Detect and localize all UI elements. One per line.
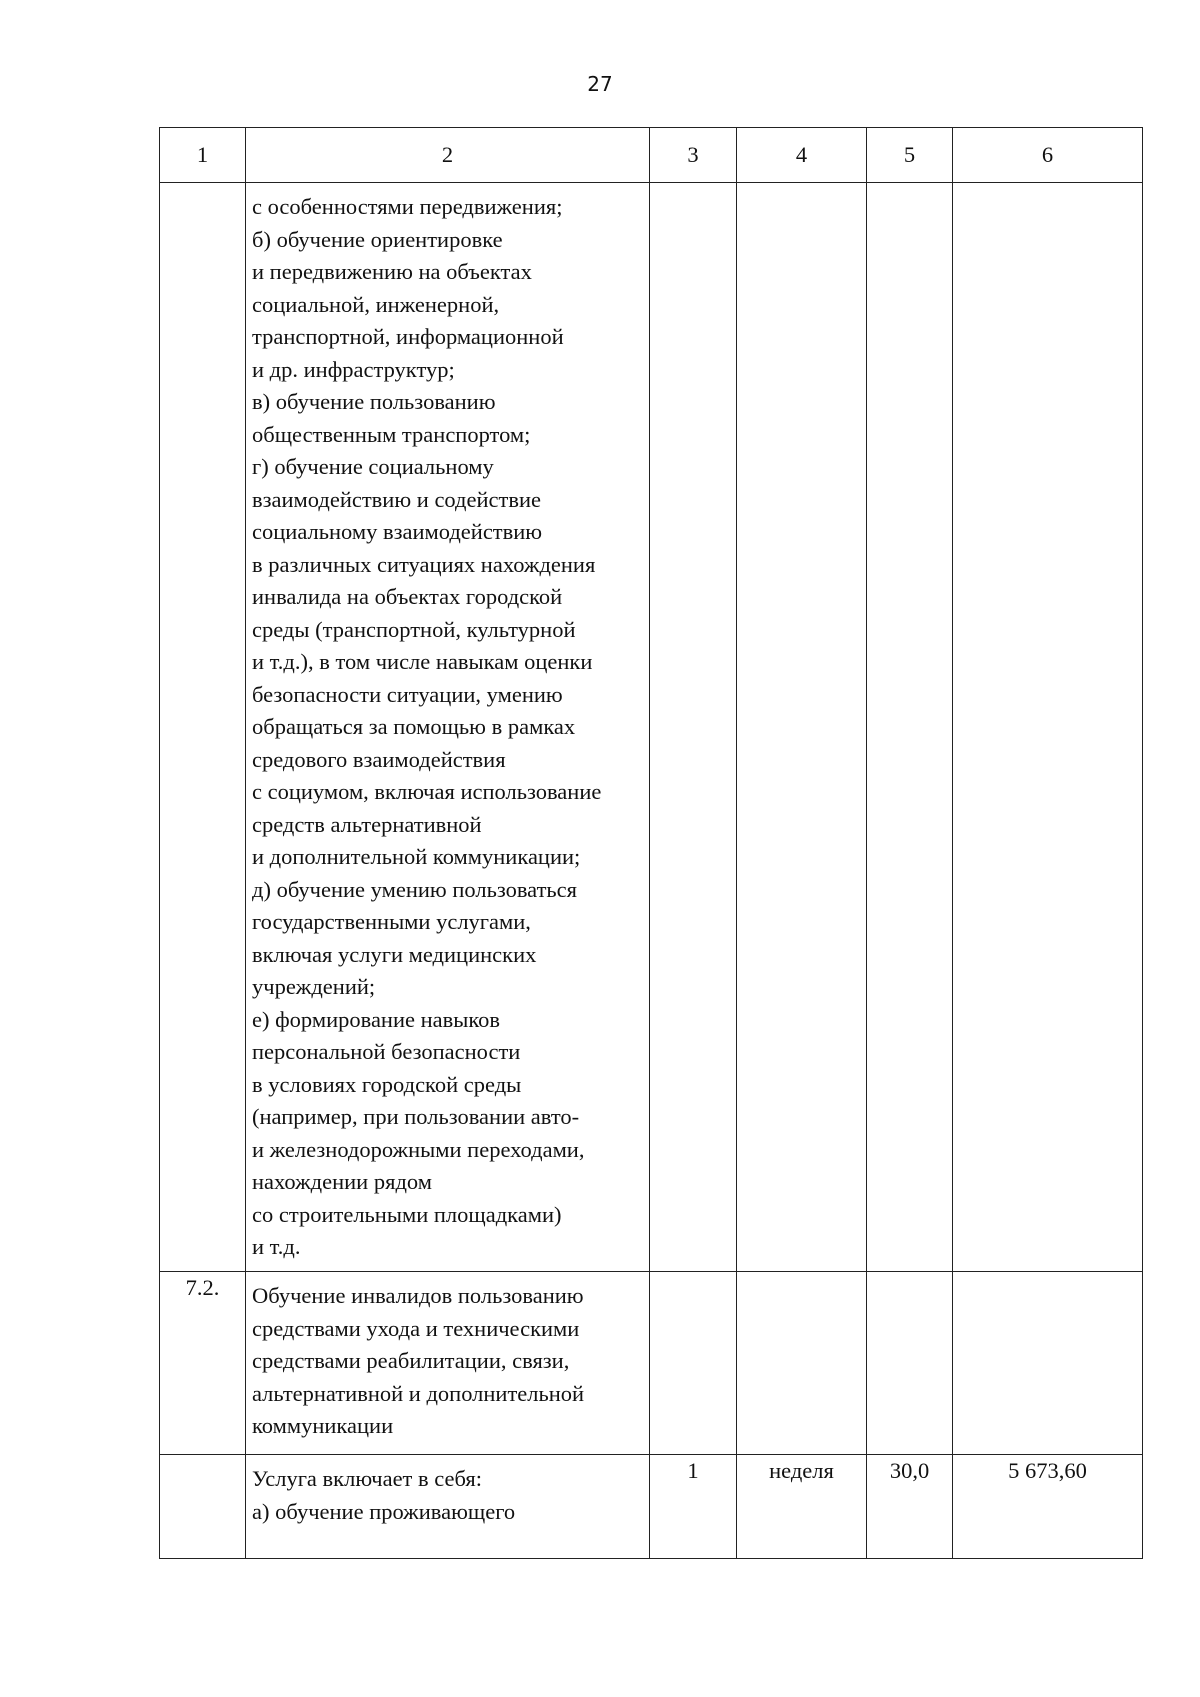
description-cell <box>246 183 650 1272</box>
table-row <box>160 1272 1143 1455</box>
text-line: безопасности ситуации, умению <box>252 681 563 707</box>
text-line: государственными услугами, <box>252 909 531 934</box>
text-line: взаимодействию и содействие <box>252 486 541 512</box>
text-line: учреждений; <box>252 974 376 999</box>
text-line: с особенностями передвижения; <box>252 194 563 219</box>
price-cell: 5 673,60 <box>953 1455 1143 1559</box>
services-table <box>159 127 1143 1559</box>
text-line: и передвижению на объектах <box>252 259 532 284</box>
text-line: а) обучение проживающего <box>252 1498 516 1524</box>
table-header-row <box>160 128 1143 183</box>
description-lines <box>246 1272 649 1443</box>
text-line: Услуга включает в себя: <box>252 1466 482 1491</box>
text-line: в) обучение пользованию <box>252 389 496 414</box>
empty-cell <box>650 183 737 1272</box>
row-number-cell <box>160 1455 246 1559</box>
table-row <box>160 1455 1143 1559</box>
text-line: альтернативной и дополнительной <box>252 1380 585 1406</box>
text-line: и дополнительной коммуникации; <box>252 844 581 869</box>
header-cell: 3 <box>650 128 737 183</box>
text-line: обращаться за помощью в рамках <box>252 714 576 739</box>
text-line: средового взаимодействия <box>252 746 506 772</box>
text-line: средств альтернативной <box>252 811 482 837</box>
text-line: в различных ситуациях нахождения <box>252 551 596 577</box>
row-number-cell: 7.2. <box>160 1272 246 1455</box>
text-line: со строительными площадками) <box>252 1201 562 1227</box>
empty-cell <box>953 183 1143 1272</box>
text-line: инвалида на объектах городской <box>252 584 563 609</box>
header-cell: 4 <box>737 128 867 183</box>
text-line: нахождении рядом <box>252 1169 432 1194</box>
text-line: социальному взаимодействию <box>252 519 543 544</box>
text-line: транспортной, информационной <box>252 324 564 349</box>
table-row <box>160 183 1143 1272</box>
header-cell: 1 <box>160 128 246 183</box>
header-cell: 2 <box>246 128 650 183</box>
text-line: г) обучение социальному <box>252 454 494 479</box>
description-lines <box>246 183 649 1264</box>
empty-cell <box>650 1272 737 1455</box>
text-line: персональной безопасности <box>252 1039 521 1064</box>
text-line: и т.д.), в том числе навыкам оценки <box>252 649 593 674</box>
row-number-cell <box>160 183 246 1272</box>
empty-cell <box>737 1272 867 1455</box>
empty-cell <box>737 183 867 1272</box>
text-line: среды (транспортной, культурной <box>252 616 576 642</box>
text-line: д) обучение умению пользоваться <box>252 876 577 902</box>
empty-cell <box>953 1272 1143 1455</box>
text-line: социальной, инженерной, <box>252 291 500 317</box>
text-line: б) обучение ориентировке <box>252 226 503 252</box>
empty-cell <box>867 183 953 1272</box>
text-line: и т.д. <box>252 1234 301 1259</box>
text-line: в условиях городской среды <box>252 1071 522 1097</box>
description-cell <box>246 1272 650 1455</box>
text-line: коммуникации <box>252 1413 394 1438</box>
time-norm-cell: 30,0 <box>867 1455 953 1559</box>
text-line: и железнодорожными переходами, <box>252 1136 585 1162</box>
text-line: средствами ухода и техническими <box>252 1315 580 1341</box>
text-line: с социумом, включая использование <box>252 779 602 804</box>
page-number: 27 <box>587 72 613 96</box>
text-line: включая услуги медицинских <box>252 941 537 967</box>
text-line: и др. инфраструктур; <box>252 356 455 382</box>
text-line: е) формирование навыков <box>252 1006 501 1032</box>
quantity-cell: 1 <box>650 1455 737 1559</box>
description-cell <box>246 1455 650 1559</box>
description-lines <box>246 1455 649 1528</box>
unit-cell: неделя <box>737 1455 867 1559</box>
header-cell: 6 <box>953 128 1143 183</box>
text-line: средствами реабилитации, связи, <box>252 1348 570 1373</box>
text-line: (например, при пользовании авто- <box>252 1104 580 1129</box>
empty-cell <box>867 1272 953 1455</box>
text-line: Обучение инвалидов пользованию <box>252 1283 584 1308</box>
header-cell: 5 <box>867 128 953 183</box>
text-line: общественным транспортом; <box>252 421 531 447</box>
